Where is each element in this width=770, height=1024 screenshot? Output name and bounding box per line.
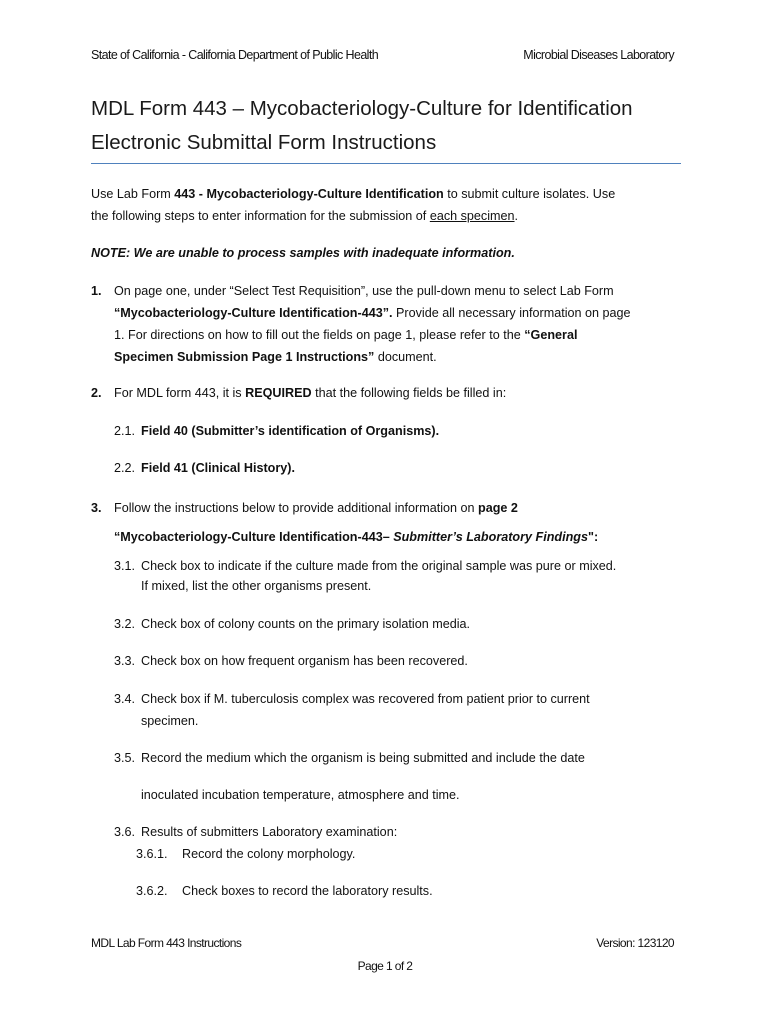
note: NOTE: We are unable to process samples with inadequate information.: [91, 246, 515, 260]
step-3-text: Follow the instructions below to provide additional information on: [114, 501, 479, 515]
intro-form-name: 443 - Mycobacteriology-Culture Identification: [174, 187, 444, 201]
step-3-2-number: 3.2.: [114, 617, 136, 631]
step-2-1-number: 2.1.: [114, 424, 136, 438]
step-3-4-text-a: Check box if M. tuberculosis complex was recovered from patient prior to current: [141, 692, 590, 706]
step-1-line-1: On page one, under “Select Test Requisition”, use the pull-down menu to select Lab Form: [114, 284, 614, 298]
step-3-1-text-b: If mixed, list the other organisms present.: [141, 579, 372, 593]
step-3-line-1: [114, 497, 694, 519]
step-3-6-text: Results of submitters Laboratory examination:: [141, 825, 398, 839]
step-1-text: 1. For directions on how to fill out the fields on page 1, please refer to the: [114, 328, 525, 342]
step-1-form-name: “Mycobacteriology-Culture Identification-443”.: [114, 306, 393, 320]
step-1-text: document.: [374, 350, 437, 364]
step-3-form-name: “Mycobacteriology-Culture Identification-443–: [114, 530, 394, 544]
step-2-number: 2.: [91, 386, 102, 400]
step-2-required: REQUIRED: [245, 386, 312, 400]
step-2-1-text: Field 40 (Submitter’s identification of Organisms).: [141, 424, 440, 438]
step-3-1-text-a: Check box to indicate if the culture made from the original sample was pure or mixed.: [141, 559, 617, 573]
step-3-4-text-b: specimen.: [141, 714, 199, 728]
step-3-page: page 2: [478, 501, 518, 515]
step-3-6-1-text: Record the colony morphology.: [182, 847, 356, 861]
step-1-doc-name: “General: [524, 328, 578, 342]
step-2-line: [114, 382, 694, 404]
step-1-line-2: [114, 302, 694, 324]
step-3-line-2: [114, 526, 694, 548]
step-3-6-1-number: 3.6.1.: [136, 847, 168, 861]
step-2-text: that the following fields be filled in:: [311, 386, 507, 400]
step-3-4-number: 3.4.: [114, 692, 136, 706]
footer-form-name: MDL Lab Form 443 Instructions: [91, 936, 242, 950]
step-2-2-text: Field 41 (Clinical History).: [141, 461, 295, 475]
intro-line-1: [91, 183, 691, 205]
step-1-line-3: [114, 324, 694, 346]
header-agency: State of California - California Department of Public Health: [91, 48, 379, 62]
step-1-number: 1.: [91, 284, 102, 298]
step-3-number: 3.: [91, 501, 102, 515]
footer-version: Version: 123120: [596, 936, 674, 950]
page-subtitle: Electronic Submittal Form Instructions: [91, 131, 437, 154]
intro-line-2: [91, 205, 691, 227]
step-3-6-2-number: 3.6.2.: [136, 884, 168, 898]
title-divider: [91, 163, 681, 164]
step-3-3-number: 3.3.: [114, 654, 136, 668]
step-3-section: Submitter’s Laboratory Findings: [393, 530, 588, 544]
intro-text: the following steps to enter information for the submission of: [91, 209, 430, 223]
step-1-text: Provide all necessary information on page: [392, 306, 631, 320]
page-number: Page 1 of 2: [357, 959, 413, 973]
page-title: MDL Form 443 – Mycobacteriology-Culture for Identification: [91, 97, 633, 120]
step-1-line-4: [114, 346, 694, 368]
step-3-5-text-b: inoculated incubation temperature, atmosphere and time.: [141, 788, 460, 802]
step-3-6-number: 3.6.: [114, 825, 136, 839]
step-3-6-2-text: Check boxes to record the laboratory results.: [182, 884, 433, 898]
step-2-2-number: 2.2.: [114, 461, 136, 475]
intro-text: .: [514, 209, 519, 223]
step-3-2-text: Check box of colony counts on the primary isolation media.: [141, 617, 471, 631]
step-3-5-text-a: Record the medium which the organism is being submitted and include the date: [141, 751, 585, 765]
step-3-punct: ":: [587, 530, 599, 544]
intro-text: to submit culture isolates. Use: [443, 187, 616, 201]
intro-emphasis: each specimen: [429, 209, 515, 223]
step-2-text: For MDL form 443, it is: [114, 386, 246, 400]
step-3-1-number: 3.1.: [114, 559, 136, 573]
step-1-doc-name: Specimen Submission Page 1 Instructions”: [114, 350, 375, 364]
step-3-3-text: Check box on how frequent organism has been recovered.: [141, 654, 468, 668]
step-3-5-number: 3.5.: [114, 751, 136, 765]
intro-text: Use Lab Form: [91, 187, 175, 201]
header-lab: Microbial Diseases Laboratory: [523, 48, 674, 62]
